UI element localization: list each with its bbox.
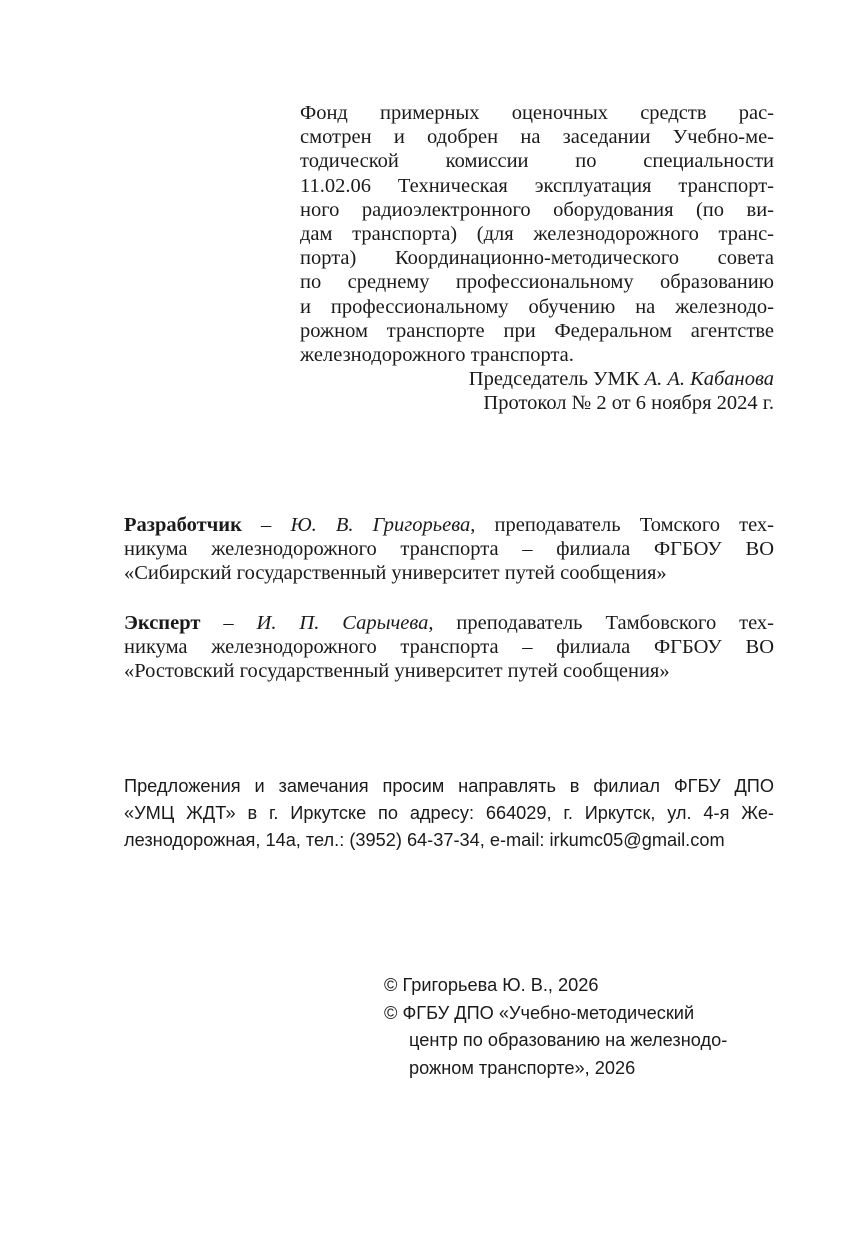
copyright-author: © Григорьева Ю. В., 2026 [384,975,599,995]
expert-line-rest: , преподаватель Тамбовского тех- [428,612,775,634]
approval-line: по среднему профессиональному образованию [300,271,774,294]
chair-prefix: Председатель УМК [468,368,645,391]
chair-name: А. А. Кабанова [644,368,774,391]
approval-line: смотрен и одобрен на заседании Учебно-ме- [300,126,774,149]
approval-line: ного радиоэлектронного оборудования (по ви- [300,198,774,221]
copyright-block [384,972,784,1082]
copyright-publisher: © ФГБУ ДПО «Учебно-методический [384,1002,695,1023]
approval-line: дам транспорта) (для железнодорожного транс- [300,223,774,246]
approval-line: порта) Координационно-методического совета [300,247,774,270]
developer-line: «Сибирский государственный университет путей сообщения» [124,562,667,585]
chair-signature [300,367,774,391]
protocol-line: Протокол № 2 от 6 ноября 2024 г. [483,392,774,415]
contact-line: лезнодорожная, 14а, тел.: (3952) 64-37-34, e-mail: irkumc05@gmail.com [124,830,725,851]
expert-line: «Ростовский государственный университет путей сообщения» [124,660,670,683]
developer-name: Ю. В. Григорьева [290,514,471,536]
approval-line: 11.02.06 Техническая эксплуатация транспорт- [300,174,774,197]
expert-credit [124,611,774,684]
contact-note [124,773,774,855]
approval-line: тодической комиссии по специальности [300,150,774,173]
developer-line-rest: , преподаватель Томского тех- [470,514,774,536]
copyright-publisher-cont: рожном транспорте», 2026 [409,1057,636,1078]
approval-line: и профессиональному обучению на железнодо- [300,295,774,318]
approval-note [300,101,774,416]
expert-dash: – [200,612,257,634]
developer-credit [124,513,774,586]
approval-line: рожном транспорте при Федеральном агентстве [300,319,774,342]
contact-line: Предложения и замечания просим направлять в филиал ФГБУ ДПО [124,776,774,796]
contact-line: «УМЦ ЖДТ» в г. Иркутске по адресу: 664029, г. Иркутск, ул. 4-я Же- [124,803,774,824]
developer-dash: – [241,514,291,536]
expert-line: никума железнодорожного транспорта – филиала ФГБОУ ВО [124,636,774,659]
approval-line: Фонд примерных оценочных средств рас- [300,102,774,124]
approval-line: железнодорожного транспорта. [300,344,574,367]
expert-line [124,611,774,635]
copyright-publisher-cont: центр по образованию на железнодо- [409,1030,728,1050]
developer-role: Разработчик [124,514,242,536]
developer-line: никума железнодорожного транспорта – филиала ФГБОУ ВО [124,538,774,561]
expert-role: Эксперт [124,612,201,634]
developer-line [124,513,774,537]
expert-name: И. П. Сарычева [256,612,429,634]
